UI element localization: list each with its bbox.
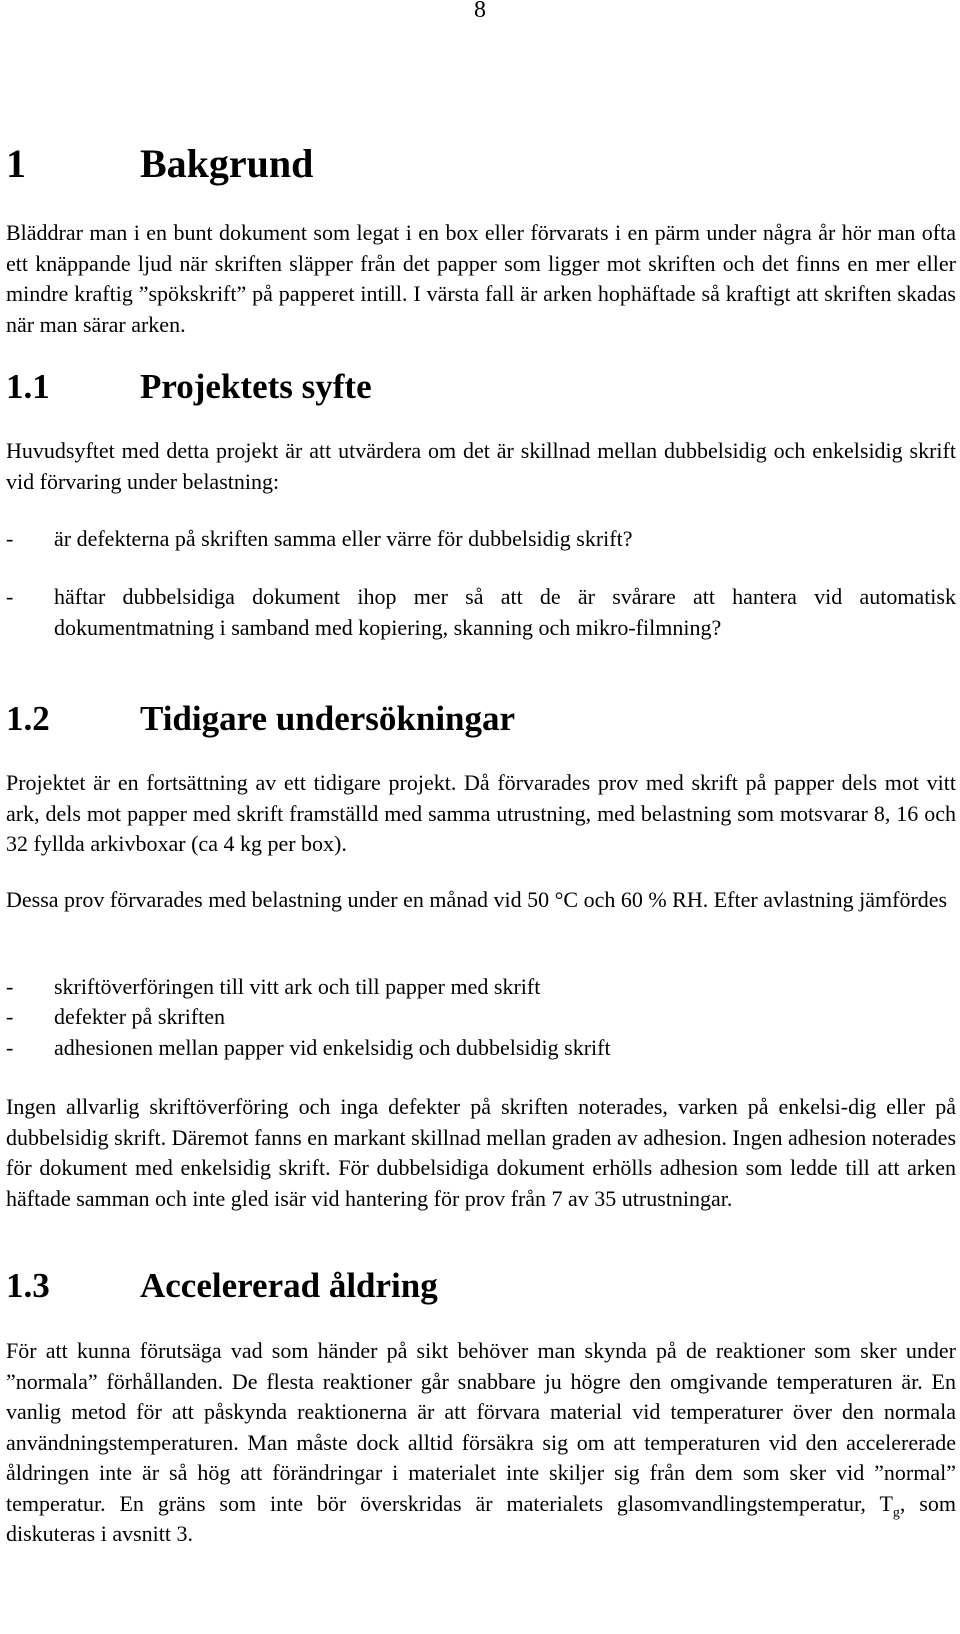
section-number: 1.1 — [6, 367, 50, 406]
list-item — [6, 1033, 956, 1064]
paragraph-text: För att kunna förutsäga vad som händer på sikt behöver man skynda på de reaktioner som sker under ”normala” förhållanden. De flesta reaktioner går snabbare ju högre den omgivande temperaturen är. En vanlig metod för att påskynda reaktionerna är att förvara material vid temperaturer över den normala användningstemperaturen. Man måste dock alltid försäkra sig om att temperaturen vid den accelererade åldringen inte är så hög att förändringar i materialet inte skiljer sig från dem som sker vid ”normal” temperatur. En gräns som inte bör överskridas är materialets glasomvandlingstemperatur, T — [6, 1338, 956, 1516]
section-number: 1.3 — [6, 1266, 50, 1305]
subscript: g — [892, 1504, 900, 1520]
paragraph: Ingen allvarlig skriftöverföring och inga defekter på skriften noterades, varken på enkelsi-dig eller på dubbelsidig skrift. Däremot fanns en markant skillnad mellan graden av adhesion. Ingen adhesion noterades för dokument med enkelsidig skrift. För dubbelsidiga dokument erhölls adhesion som ledde till att arken häftade samman och inte gled isär vid hantering för prov från 7 av 35 utrustningar. — [6, 1094, 957, 1211]
section-number: 1.2 — [6, 699, 50, 738]
section-number: 1 — [6, 141, 26, 186]
list-dash: - — [6, 584, 14, 609]
section-1-body — [6, 218, 956, 340]
list-item — [6, 972, 956, 1003]
list-item-text: skriftöverföringen till vitt ark och till papper med skrift — [54, 974, 541, 999]
list-item — [6, 524, 956, 555]
section-title: Accelererad åldring — [140, 1266, 438, 1305]
section-heading-1-2 — [6, 698, 956, 740]
list-dash: - — [6, 526, 14, 551]
list-item-text: häftar dubbelsidiga dokument ihop mer så att de är svårare att hantera vid automatisk dokumentmatning i samband med kopiering, skanning och mikro-filmning? — [54, 584, 956, 640]
list-dash: - — [6, 974, 14, 999]
paragraph: Bläddrar man i en bunt dokument som legat i en box eller förvarats i en pärm under några år hör man ofta ett knäppande ljud när skriften släpper från det papper som ligger mot skriften och det finns en mer eller mindre kraftig ”spökskrift” på papperet intill. I värsta fall är arken hophäftade så kraftigt att skriften skadas när man särar arken. — [6, 220, 956, 337]
list-item-text: är defekterna på skriften samma eller värre för dubbelsidig skrift? — [54, 526, 633, 551]
paragraph: Projektet är en fortsättning av ett tidigare projekt. Då förvarades prov med skrift på papper dels mot vitt ark, dels mot papper med skrift framställd med samma utrustning, med belastning som motsvarar 8, 16 och 32 fyllda arkivboxar (ca 4 kg per box). — [6, 770, 956, 856]
section-heading-1 — [6, 140, 956, 188]
section-heading-1-3 — [6, 1265, 956, 1307]
paragraph — [6, 1336, 956, 1550]
paragraph-text: , som diskuteras i avsnitt 3. — [6, 1490, 956, 1546]
section-1-2-body — [6, 885, 956, 916]
section-heading-1-1 — [6, 366, 956, 408]
list-dash: - — [6, 1004, 14, 1029]
section-title: Projektets syfte — [140, 367, 372, 406]
page-number: 8 — [474, 0, 486, 23]
list-item-text: adhesionen mellan papper vid enkelsidig och dubbelsidig skrift — [54, 1035, 611, 1060]
list-dash: - — [6, 1035, 14, 1060]
section-1-1-body — [6, 436, 956, 497]
paragraph: Huvudsyftet med detta projekt är att utvärdera om det är skillnad mellan dubbelsidig och enkelsidig skrift vid förvaring under belastning: — [6, 438, 956, 494]
paragraph: Dessa prov förvarades med belastning under en månad vid 50 °C och 60 % RH. Efter avlastning jämfördes — [6, 887, 948, 912]
section-1-3-body — [6, 1336, 956, 1550]
section-title: Tidigare undersökningar — [140, 699, 516, 738]
list-item — [6, 1002, 956, 1033]
section-1-2-body — [6, 768, 956, 860]
section-1-2-body — [6, 1092, 956, 1214]
section-title: Bakgrund — [140, 141, 314, 186]
list-item-text: defekter på skriften — [54, 1004, 226, 1029]
list-item — [6, 582, 956, 643]
